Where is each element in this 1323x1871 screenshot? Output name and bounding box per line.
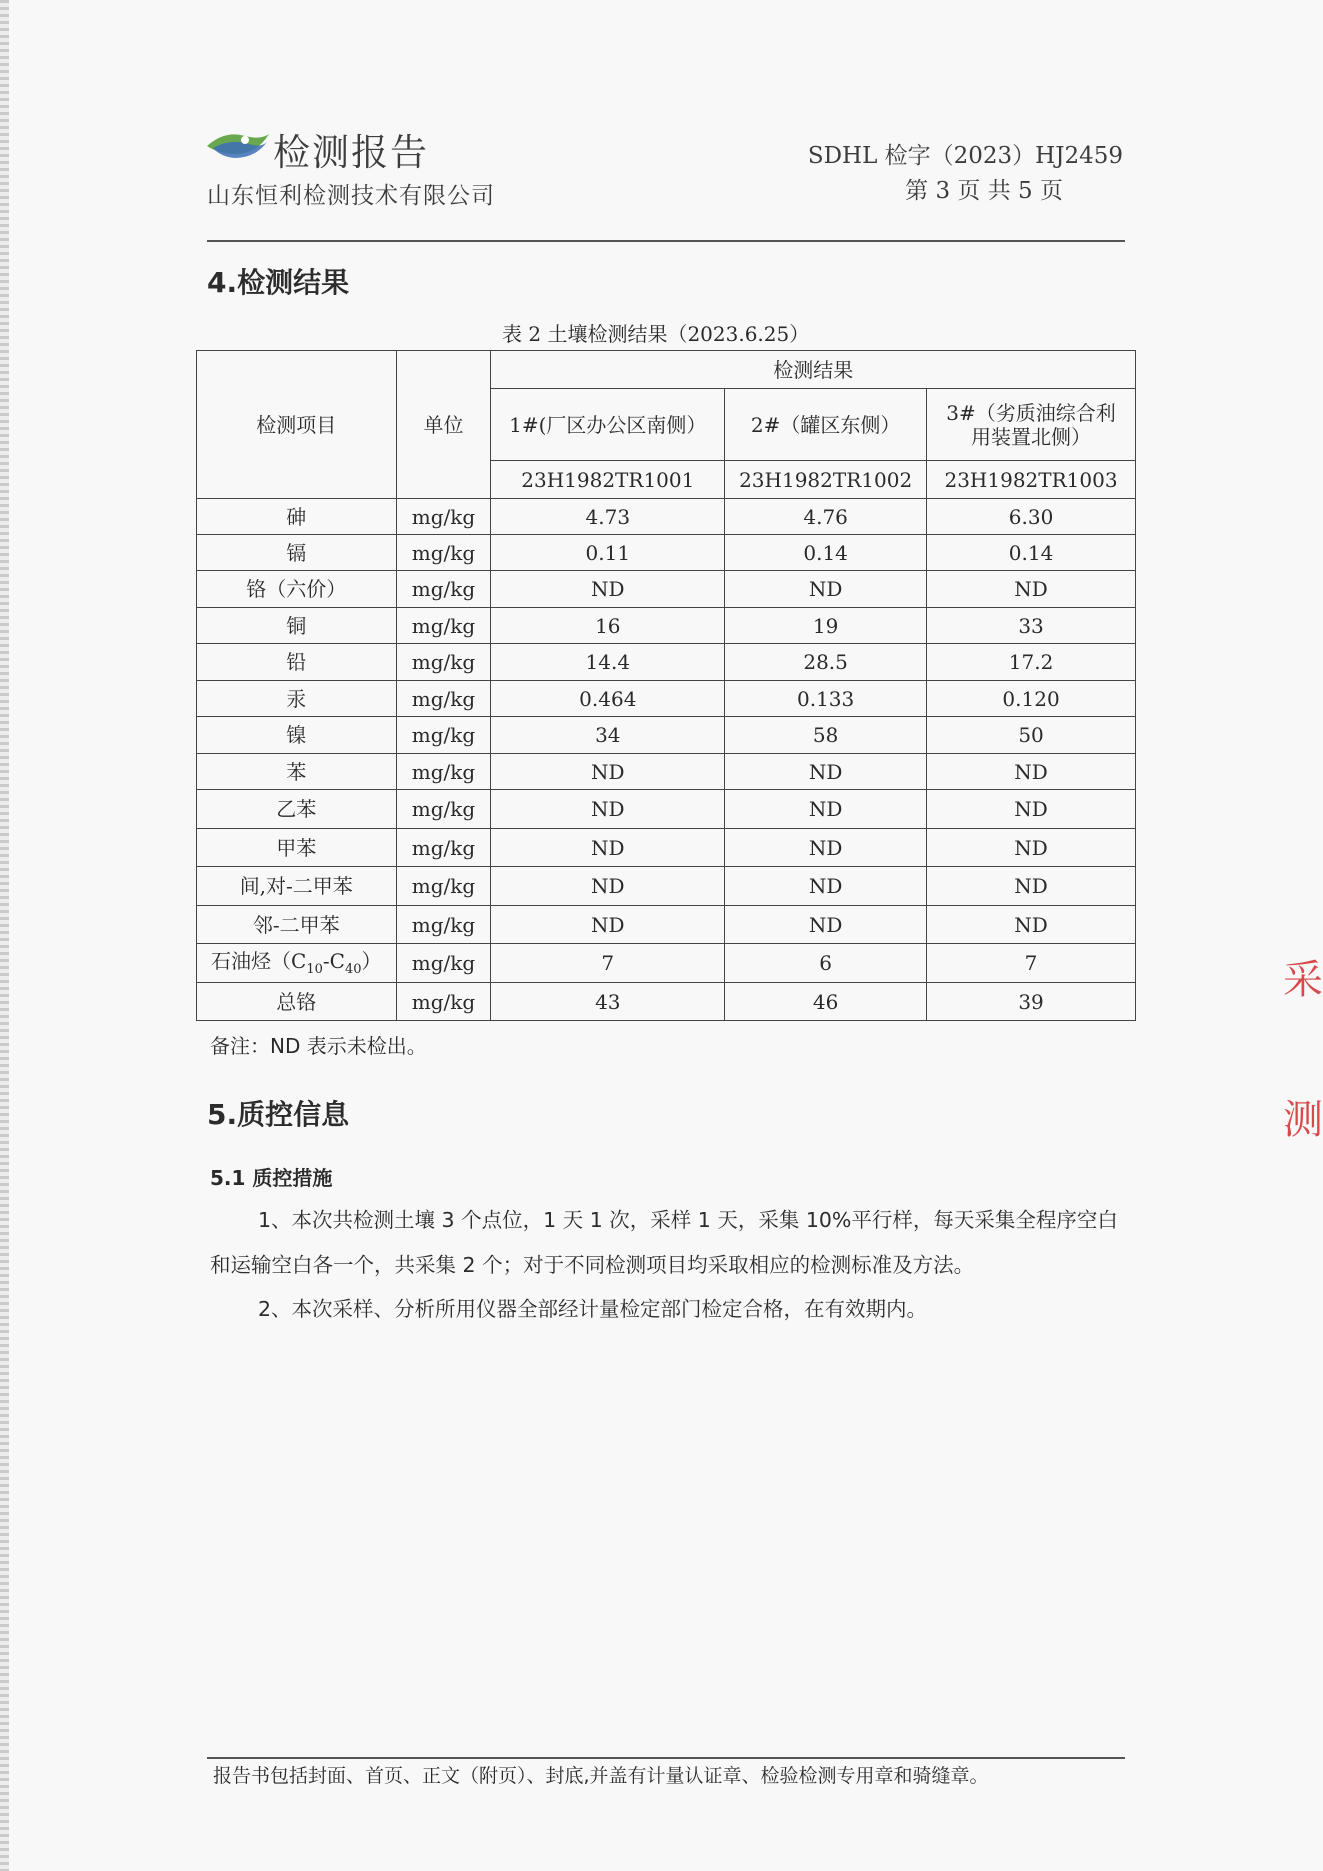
stamp-char: 采 [1283, 957, 1323, 1003]
cell-value: 46 [725, 983, 927, 1021]
table-row [197, 906, 1136, 944]
cell-value: 17.2 [927, 644, 1136, 681]
cell-value: ND [491, 829, 725, 867]
cell-value: ND [491, 571, 725, 608]
site-name: 3#（劣质油综合利用装置北侧） [927, 389, 1136, 461]
report-title: 检测报告 [273, 131, 429, 174]
item-subscript: 10 [306, 961, 323, 977]
cell-value: 0.464 [491, 681, 725, 717]
cell-value: 0.14 [725, 535, 927, 571]
cell-value: ND [927, 571, 1136, 608]
table-row [197, 829, 1136, 867]
section-5-1-heading: 5.1 质控措施 [210, 1166, 333, 1190]
table-row [197, 644, 1136, 681]
table-row [197, 867, 1136, 906]
site-name: 1#(厂区办公区南侧） [491, 389, 725, 461]
cell-item: 苯 [197, 754, 397, 790]
cell-unit: mg/kg [396, 754, 491, 790]
sample-id: 23H1982TR1003 [927, 461, 1136, 499]
item-part: -C [322, 948, 345, 973]
cell-unit: mg/kg [396, 608, 491, 644]
cell-value: 0.14 [927, 535, 1136, 571]
page-number: 第 3 页 共 5 页 [905, 178, 1063, 204]
cell-value: ND [927, 906, 1136, 944]
cell-value: 4.76 [725, 499, 927, 535]
cell-value: 0.11 [491, 535, 725, 571]
cell-value: ND [927, 867, 1136, 906]
cell-unit: mg/kg [396, 571, 491, 608]
cell-value: ND [491, 906, 725, 944]
cell-value: 6 [725, 944, 927, 983]
seal-stamp-fragment [1283, 948, 1323, 1028]
table-note: 备注：ND 表示未检出。 [210, 1034, 427, 1058]
cell-item: 甲苯 [197, 829, 397, 867]
cell-item: 铜 [197, 608, 397, 644]
section-5-heading: 5.质控信息 [207, 1098, 350, 1131]
cell-unit: mg/kg [396, 829, 491, 867]
table-row [197, 717, 1136, 754]
sample-id: 23H1982TR1002 [725, 461, 927, 499]
cell-value: ND [725, 571, 927, 608]
item-subscript: 40 [344, 961, 362, 977]
cell-value: 7 [491, 944, 725, 983]
table-caption: 表 2 土壤检测结果（2023.6.25） [502, 322, 810, 346]
cell-item [197, 944, 397, 983]
table-row [197, 754, 1136, 790]
cell-unit: mg/kg [396, 681, 491, 717]
cell-value: ND [725, 906, 927, 944]
qc-paragraph: 2、本次采样、分析所用仪器全部经计量检定部门检定合格，在有效期内。 [258, 1297, 928, 1321]
cell-item: 总铬 [197, 983, 397, 1021]
cell-unit: mg/kg [396, 499, 491, 535]
result-rows [197, 499, 1136, 1021]
scan-edge [0, 0, 9, 1871]
item-part: 石油烃（C [211, 948, 307, 973]
cell-value: ND [725, 867, 927, 906]
cell-item: 铅 [197, 644, 397, 681]
document-number: SDHL 检字（2023）HJ2459 [807, 143, 1123, 169]
sample-id: 23H1982TR1001 [491, 461, 725, 499]
cell-value: 6.30 [927, 499, 1136, 535]
cell-item: 间,对-二甲苯 [197, 867, 397, 906]
cell-value: ND [491, 790, 725, 829]
site-name: 2#（罐区东侧） [725, 389, 927, 461]
item-part: ） [361, 948, 382, 973]
cell-value: ND [491, 754, 725, 790]
cell-unit: mg/kg [396, 644, 491, 681]
cell-item: 砷 [197, 499, 397, 535]
section-4-heading: 4.检测结果 [207, 266, 350, 299]
cell-item: 乙苯 [197, 790, 397, 829]
table-row [197, 681, 1136, 717]
cell-item: 镉 [197, 535, 397, 571]
cell-value: 39 [927, 983, 1136, 1021]
header-item: 检测项目 [197, 351, 397, 499]
seal-stamp-fragment [1283, 1088, 1323, 1168]
table-row [197, 944, 1136, 983]
cell-unit: mg/kg [396, 906, 491, 944]
cell-value: ND [725, 754, 927, 790]
company-name: 山东恒利检测技术有限公司 [207, 183, 495, 209]
table-row [197, 790, 1136, 829]
soil-results-table [196, 350, 1136, 1021]
cell-value: 16 [491, 608, 725, 644]
cell-value: 4.73 [491, 499, 725, 535]
cell-item: 镍 [197, 717, 397, 754]
table-row [197, 499, 1136, 535]
cell-item: 汞 [197, 681, 397, 717]
header-results: 检测结果 [491, 351, 1136, 389]
header-unit: 单位 [396, 351, 491, 499]
company-logo-icon [205, 124, 271, 164]
cell-unit: mg/kg [396, 717, 491, 754]
footer-note: 报告书包括封面、首页、正文（附页）、封底,并盖有计量认证章、检验检测专用章和骑缝章。 [213, 1765, 989, 1787]
cell-value: 7 [927, 944, 1136, 983]
cell-unit: mg/kg [396, 983, 491, 1021]
stamp-char: 测 [1283, 1097, 1323, 1143]
cell-value: 34 [491, 717, 725, 754]
cell-item: 邻-二甲苯 [197, 906, 397, 944]
cell-item: 铬（六价） [197, 571, 397, 608]
qc-paragraph: 1、本次共检测土壤 3 个点位，1 天 1 次，采样 1 天，采集 10%平行样，每天采集全程序空白和运输空白各一个，共采集 2 个；对于不同检测项目均采取相应的检测标准及方法。 [210, 1208, 1118, 1277]
table-row [197, 608, 1136, 644]
cell-value: 14.4 [491, 644, 725, 681]
cell-value: 58 [725, 717, 927, 754]
cell-value: 0.133 [725, 681, 927, 717]
cell-value: 33 [927, 608, 1136, 644]
cell-value: ND [927, 790, 1136, 829]
cell-value: ND [491, 867, 725, 906]
table-row [197, 983, 1136, 1021]
cell-value: ND [927, 829, 1136, 867]
table-row [197, 571, 1136, 608]
cell-value: 50 [927, 717, 1136, 754]
cell-value: 19 [725, 608, 927, 644]
cell-unit: mg/kg [396, 944, 491, 983]
footer-divider [207, 1757, 1125, 1759]
cell-value: 43 [491, 983, 725, 1021]
cell-unit: mg/kg [396, 535, 491, 571]
cell-unit: mg/kg [396, 790, 491, 829]
header-divider [207, 240, 1125, 242]
cell-value: 0.120 [927, 681, 1136, 717]
table-row [197, 535, 1136, 571]
cell-value: ND [725, 790, 927, 829]
cell-value: 28.5 [725, 644, 927, 681]
cell-unit: mg/kg [396, 867, 491, 906]
cell-value: ND [927, 754, 1136, 790]
cell-value: ND [725, 829, 927, 867]
